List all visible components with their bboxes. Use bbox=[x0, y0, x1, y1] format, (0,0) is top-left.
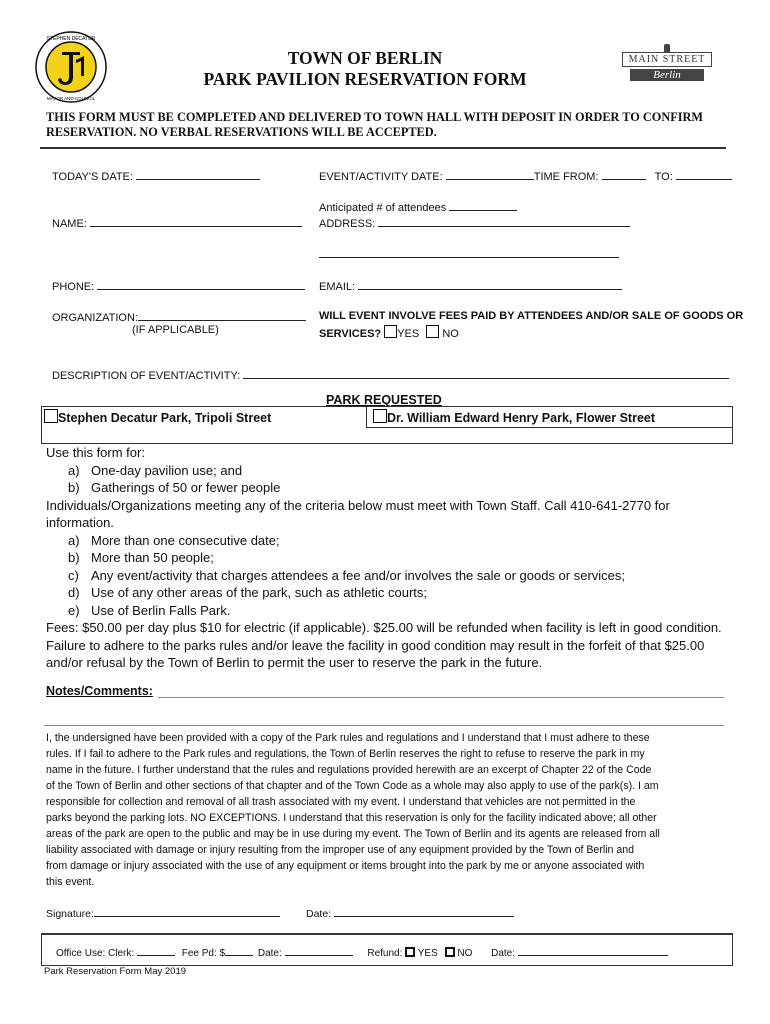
organization-field[interactable]: ORGANIZATION: bbox=[52, 308, 306, 324]
park-option-henry[interactable]: Dr. William Edward Henry Park, Flower Street bbox=[373, 409, 655, 425]
event-date-field[interactable]: EVENT/ACTIVITY DATE: TIME FROM: TO: bbox=[319, 167, 732, 183]
fee-line[interactable] bbox=[225, 945, 253, 956]
logo-main-street-text: MAIN STREET bbox=[622, 52, 712, 67]
event-date-line[interactable] bbox=[446, 167, 534, 180]
park-requested-heading: PARK REQUESTED bbox=[326, 393, 442, 407]
staff-notice-cont: information. bbox=[46, 515, 114, 530]
address-line-2[interactable] bbox=[319, 257, 619, 258]
usage-intro: Use this form for: bbox=[46, 445, 145, 460]
email-line[interactable] bbox=[358, 277, 622, 290]
use-item: a) One-day pavilion use; and bbox=[68, 462, 243, 478]
town-seal-logo bbox=[34, 30, 108, 104]
main-street-logo bbox=[622, 52, 712, 88]
fees-question: WILL EVENT INVOLVE FEES PAID BY ATTENDEES AND/OR SALE OF GOODS OR SERVICES? YES NO bbox=[319, 310, 744, 340]
fees-text: Failure to adhere to the parks rules and/or leave the facility in good condition may result in the forfeit of that $25.00 bbox=[46, 637, 705, 653]
logo-lamp-icon bbox=[664, 44, 670, 52]
criteria-item: a) More than one consecutive date; bbox=[68, 532, 280, 548]
staff-notice: Individuals/Organizations meeting any of the criteria below must meet with Town Staff. Call 410-641-2770 for bbox=[46, 497, 670, 513]
clerk-line[interactable] bbox=[137, 945, 175, 956]
organization-note: (IF APPLICABLE) bbox=[132, 324, 219, 336]
signature-date-line[interactable] bbox=[334, 904, 514, 917]
todays-date-line[interactable] bbox=[136, 167, 260, 180]
fees-no-checkbox[interactable] bbox=[426, 325, 439, 338]
agreement-text: I, the undersigned have been provided with a copy of the Park rules and regulations and I understand that I must adhere to these rules. If I fail to adhere to the Park rules and regulations, the Town of Berlin reserves the right to refuse to reserve the park in my name in the future. I further understand that the rules and regulations provided herewith are an excerpt of Chapter 22 of the Code of the Town of Berlin and other sections of that chapter and of the Town Code as a whole may also apply to use of the park(s). I am responsible for collection and removal of all trash associated with my event. I understand that vehicles are not permitted in the parks beyond the parking lots. NO EXCEPTIONS. I understand that this reservation is only for the facility indicated above; all other areas of the park are open to the public and may be in use during my event. The Town of Berlin and its agents are released from all liability associated with damage or injury resulting from the improper use of any equipment provided by the Town of Berlin and from damage or injury associated with the use of any equipment or items brought into the park by me or anyone associated with this event. bbox=[46, 732, 660, 888]
notes-line-2[interactable] bbox=[44, 725, 724, 726]
refund-date-line[interactable] bbox=[518, 945, 668, 956]
description-line[interactable] bbox=[243, 366, 729, 379]
logo-berlin-text: Berlin bbox=[630, 69, 704, 81]
svg-text:MAYOR AND COUNCIL: MAYOR AND COUNCIL bbox=[46, 96, 96, 101]
page-title-form: PARK PAVILION RESERVATION FORM bbox=[203, 69, 527, 89]
address-field[interactable]: ADDRESS: bbox=[319, 214, 630, 230]
office-use-row: Office Use: Clerk: Fee Pd: $ Date: Refund: YES NO Date: bbox=[56, 945, 668, 959]
signature-date-field[interactable]: Date: bbox=[306, 904, 514, 920]
address-line[interactable] bbox=[378, 214, 630, 227]
fees-yes-checkbox[interactable] bbox=[384, 325, 397, 338]
name-line[interactable] bbox=[90, 214, 302, 227]
signature-line[interactable] bbox=[94, 904, 280, 917]
page-title-town: TOWN OF BERLIN bbox=[287, 48, 443, 68]
signature-field[interactable]: Signature: bbox=[46, 904, 280, 920]
phone-field[interactable]: PHONE: bbox=[52, 277, 305, 293]
footer-text: Park Reservation Form May 2019 bbox=[44, 966, 187, 977]
criteria-item: d) Use of any other areas of the park, such as athletic courts; bbox=[68, 585, 428, 600]
attendees-field[interactable]: Anticipated # of attendees bbox=[319, 198, 517, 214]
criteria-item: e) Use of Berlin Falls Park. bbox=[68, 602, 231, 618]
email-field[interactable]: EMAIL: bbox=[319, 277, 622, 293]
description-field[interactable]: DESCRIPTION OF EVENT/ACTIVITY: bbox=[52, 366, 729, 382]
name-field[interactable]: NAME: bbox=[52, 214, 302, 230]
notes-label: Notes/Comments: bbox=[46, 684, 153, 698]
refund-no-checkbox[interactable] bbox=[445, 947, 455, 957]
time-from-line[interactable] bbox=[602, 167, 646, 180]
attendees-line[interactable] bbox=[449, 198, 517, 211]
fees-text: and/or refusal by the Town of Berlin to permit the user to reserve the park in the future. bbox=[46, 655, 543, 670]
use-item: b) Gatherings of 50 or fewer people bbox=[68, 480, 281, 495]
svg-text:STEPHEN DECATUR: STEPHEN DECATUR bbox=[46, 36, 96, 42]
notes-line-1[interactable] bbox=[158, 697, 724, 698]
criteria-item: c) Any event/activity that charges attendees a fee and/or involves the sale or goods or services; bbox=[68, 567, 626, 583]
refund-yes-checkbox[interactable] bbox=[405, 947, 415, 957]
decatur-park-checkbox[interactable] bbox=[44, 409, 58, 423]
phone-line[interactable] bbox=[97, 277, 305, 290]
park-option-decatur[interactable]: Stephen Decatur Park, Tripoli Street bbox=[44, 409, 271, 425]
time-to-line[interactable] bbox=[676, 167, 732, 180]
henry-park-checkbox[interactable] bbox=[373, 409, 387, 423]
header-divider bbox=[40, 147, 726, 149]
criteria-item: b) More than 50 people; bbox=[68, 550, 214, 565]
todays-date-field[interactable]: TODAY'S DATE: bbox=[52, 167, 260, 183]
organization-line[interactable] bbox=[138, 308, 306, 321]
notice-text: THIS FORM MUST BE COMPLETED AND DELIVERED TO TOWN HALL WITH DEPOSIT IN ORDER TO CONFIRM RESERVATION. NO VERBAL RESERVATIONS WILL BE ACCEPTED. bbox=[46, 110, 703, 139]
office-date-line[interactable] bbox=[285, 945, 353, 956]
fees-text: Fees: $50.00 per day plus $10 for electric (if applicable). $25.00 will be refunded when facility is left in good condition. bbox=[46, 620, 722, 635]
usage-section bbox=[46, 444, 736, 672]
